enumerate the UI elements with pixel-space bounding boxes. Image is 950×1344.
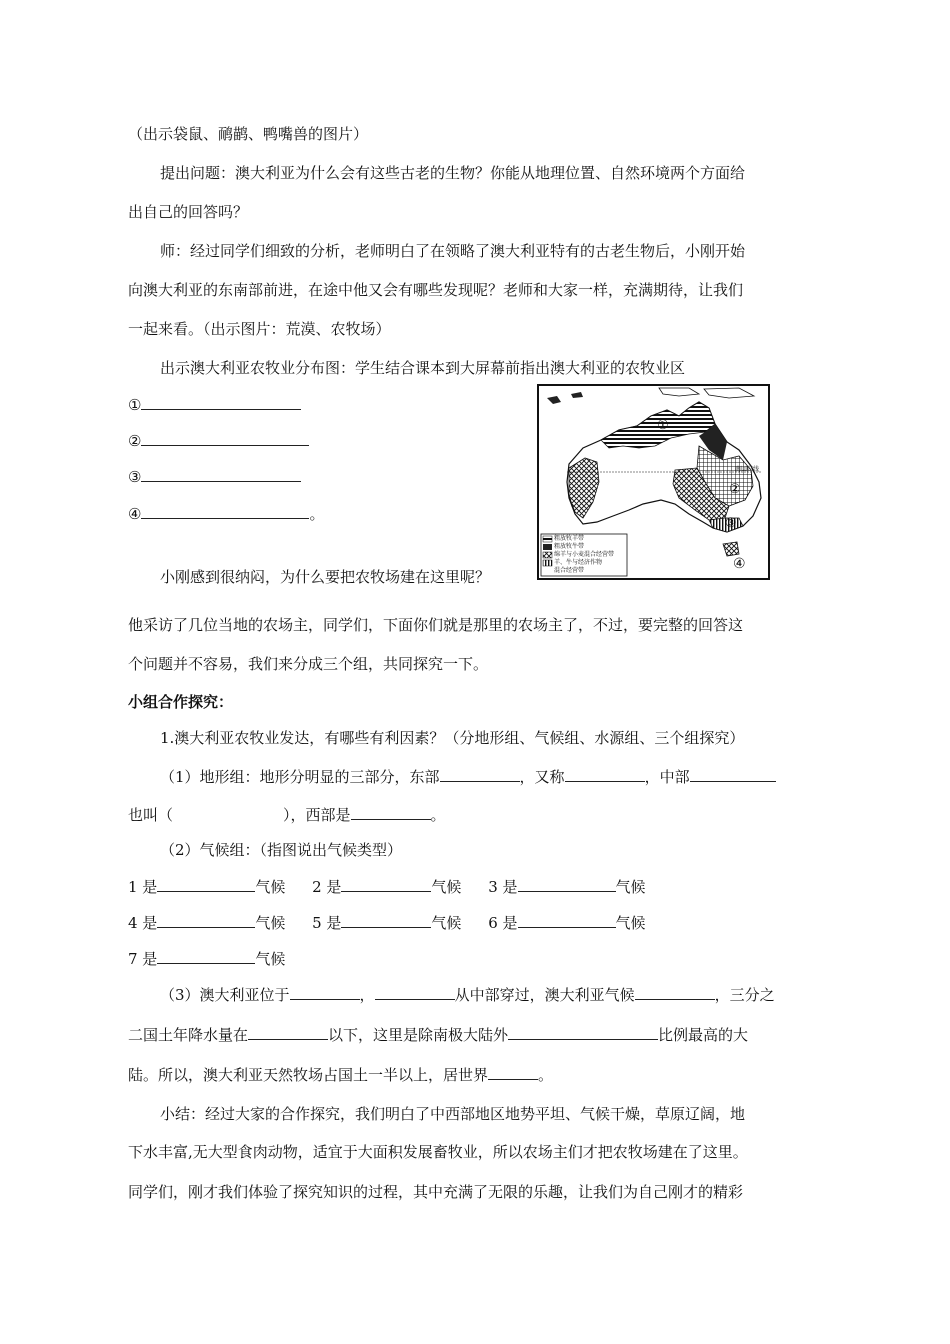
blank [518, 912, 616, 928]
blank [508, 1024, 658, 1040]
blank [351, 804, 431, 820]
line-6: 一起来看。（出示图片：荒漠、农牧场） [128, 320, 391, 338]
blank [141, 430, 309, 446]
blank [290, 984, 360, 1000]
location-line-2: 二国土年降水量在 以下，这里是除南极大陆外 比例最高的大 [128, 1026, 749, 1044]
legend-item-4: 羊、牛与经济作物 [554, 559, 603, 566]
blank [440, 766, 520, 782]
climate-row-1: 1 是 气候 2 是 气候 3 是 气候 [128, 878, 646, 896]
area-label-4: ④ [128, 505, 142, 523]
tropic-label: 南回归线 [735, 466, 760, 473]
legend-item-1: 粗放牧羊带 [554, 535, 585, 542]
australia-agriculture-map [537, 384, 770, 580]
climate-row-3: 7 是 气候 [128, 950, 286, 968]
area-label-1: ① [128, 396, 142, 414]
summary-1: 小结：经过大家的合作探究，我们明白了中西部地区地势平坦、气候干燥，草原辽阔，地 [160, 1105, 746, 1123]
legend-item-5: 混合经营带 [554, 567, 585, 574]
blank [565, 766, 645, 782]
section-heading: 小组合作探究： [128, 693, 234, 711]
terrain-line-2: 也叫（ ），西部是 。 [128, 806, 446, 824]
blank [141, 466, 301, 482]
blank [141, 503, 309, 519]
line-5: 向澳大利亚的东南部前进，在途中他又会有哪些发现呢？老师和大家一样，充满期待，让我们 [128, 281, 744, 299]
line-9: 他采访了几位当地的农场主，同学们，下面你们就是那里的农场主了，不过，要完整的回答这 [128, 616, 744, 634]
area-blank-3 [128, 466, 301, 487]
line-7: 出示澳大利亚农牧业分布图：学生结合课本到大屏幕前指出澳大利亚的农牧业区 [160, 359, 686, 377]
blank [141, 394, 301, 410]
blank [157, 912, 255, 928]
map-label-2: ② [729, 482, 741, 497]
climate-row-2: 4 是 气候 5 是 气候 6 是 气候 [128, 914, 646, 932]
blank [518, 876, 616, 892]
summary-2: 下水丰富,无大型食肉动物，适宜于大面积发展畜牧业，所以农场主们才把农牧场建在了这里。 [128, 1143, 748, 1161]
line-4: 师：经过同学们细致的分析，老师明白了在领略了澳大利亚特有的古老生物后，小刚开始 [160, 242, 746, 260]
blank [157, 876, 255, 892]
location-line-1: （3）澳大利亚位于 ， 从中部穿过，澳大利亚气候 ，三分之 [160, 986, 775, 1004]
blank [375, 984, 455, 1000]
blank [488, 1064, 538, 1080]
area-label-3: ③ [128, 468, 142, 486]
line-3: 出自己的回答吗？ [128, 203, 249, 221]
climate-question: （2）气候组：（指图说出气候类型） [160, 841, 403, 859]
area-label-2: ② [128, 432, 142, 450]
summary-3: 同学们，刚才我们体验了探究知识的过程，其中充满了无限的乐趣，让我们为自己刚才的精彩 [128, 1183, 744, 1201]
blank [690, 766, 776, 782]
area-blank-1 [128, 394, 301, 415]
blank [341, 912, 431, 928]
blank [341, 876, 431, 892]
line-2: 提出问题：澳大利亚为什么会有这些古老的生物？你能从地理位置、自然环境两个方面给 [160, 164, 746, 182]
line-8: 小刚感到很纳闷，为什么要把农牧场建在这里呢？ [160, 568, 491, 586]
map-label-3: ③ [725, 516, 737, 531]
map-label-4: ④ [733, 556, 746, 572]
line-1: （出示袋鼠、鸸鹋、鸭嘴兽的图片） [128, 125, 369, 143]
legend-item-3: 绵羊与小麦混合经营带 [554, 551, 615, 558]
blank [635, 984, 715, 1000]
blank [248, 1024, 328, 1040]
legend-item-2: 粗放牧牛带 [554, 543, 585, 550]
area-blank-4: ④ 。 [128, 505, 325, 523]
terrain-line-1: （1）地形组：地形分明显的三部分，东部 ，又称 ，中部 [160, 766, 776, 787]
question-1: 1.澳大利亚农牧业发达，有哪些有利因素？（分地形组、气候组、水源组、三个组探究） [160, 729, 745, 747]
map-label-1: ① [657, 418, 669, 433]
area-blank-2 [128, 430, 309, 451]
line-10: 个问题并不容易，我们来分成三个组，共同探究一下。 [128, 655, 489, 673]
location-line-3: 陆。所以，澳大利亚天然牧场占国土一半以上，居世界 。 [128, 1066, 554, 1084]
blank [157, 948, 255, 964]
